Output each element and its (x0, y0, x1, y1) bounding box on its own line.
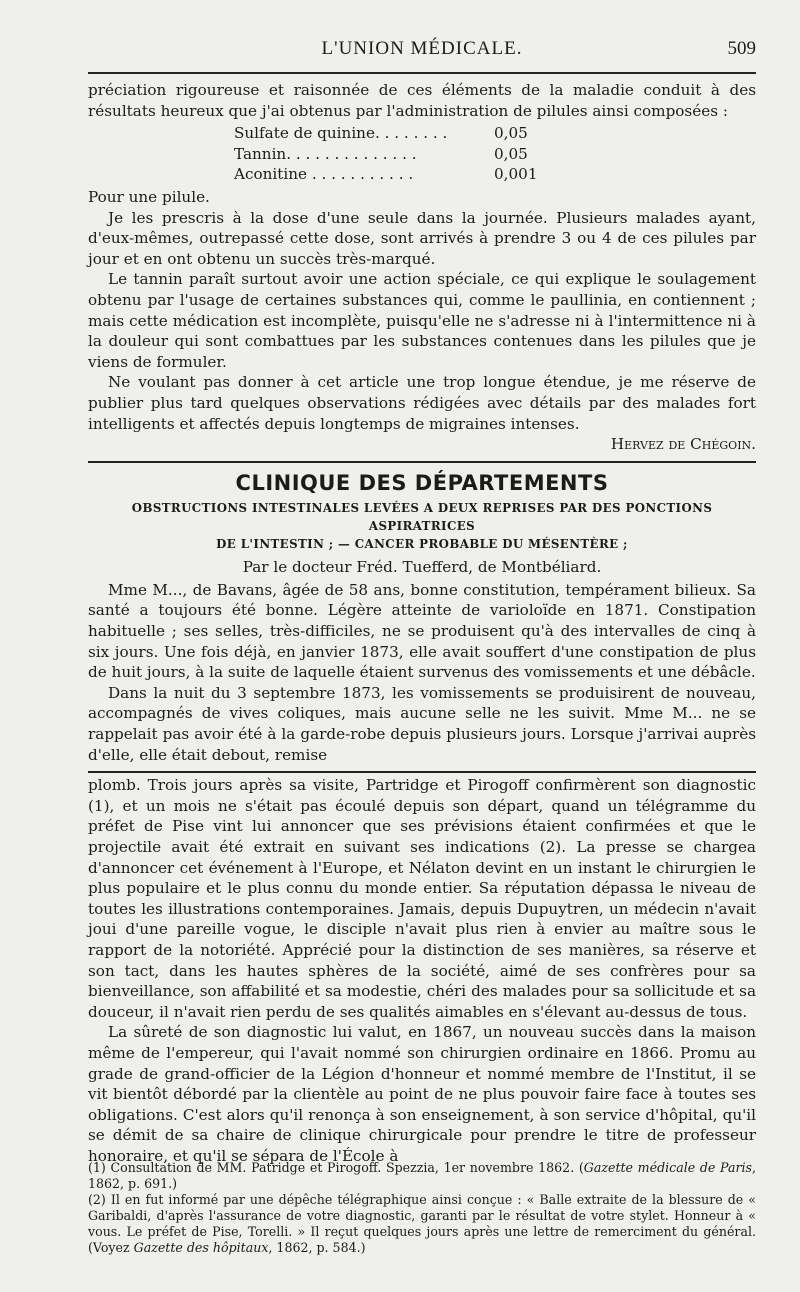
case-title-line: DE L'INTESTIN ; — CANCER PROBABLE DU MÉSENTÈRE ; (216, 537, 628, 552)
author-signature: Hervez de Chégoin. (610, 435, 756, 454)
page-number: 509 (727, 38, 756, 59)
footnote-2 (88, 1192, 756, 1256)
dose: 0,05 (494, 124, 528, 143)
main-column (88, 80, 756, 1167)
section-title: CLINIQUE DES DÉPARTEMENTS (235, 470, 609, 495)
case-title (88, 499, 756, 553)
paragraph: Dans la nuit du 3 septembre 1873, les vomissements se produisirent de nouveau, accompagnés de vives coliques, mais aucune selle ne les suivit. Mme M... ne se rappelait pas avoir été à la garde-robe depuis plusieurs jours. Lorsque j'arrivai auprès d'elle, elle était debout, remise (88, 683, 756, 764)
pill-formula (234, 123, 756, 185)
paragraph: plomb. Trois jours après sa visite, Partridge et Pirogoff confirmèrent son diagnostic (1), et un mois ne s'était pas écoulé depuis son départ, quand un télégramme du préfet de Pise vint lui annoncer que ses prévisions étaient confirmées et que le projectile avait été extrait en suivant ses indications (2). La presse se chargea d'annoncer cet événement à l'Europe, et Nélaton devint en un instant le chirurgien le plus populaire et le plus connu du monde entier. Sa réputation dépassa le niveau de toutes les illustrations contemporaines. Jamais, depuis Dupuytren, un médecin n'avait joui d'une pareille vogue, le disciple n'avait plus rien à envier au maître sous le rapport de la notoriété. Apprécié pour la distinction de ses manières, sa réserve et son tact, dans les hautes sphères de la société, aimé de ses confrères pour sa bienveillance, son affabilité et sa modestie, chéri des malades pour sa sollicitude et sa douceur, il n'avait rien perdu de ses qualités aimables en s'élevant au-dessus de tous. (88, 776, 756, 1021)
feuilleton-rule (88, 771, 756, 773)
ingredient: Sulfate de quinine. . . . . . . . (234, 124, 448, 143)
journal-title: L'UNION MÉDICALE. (321, 38, 523, 59)
formula-row (234, 164, 554, 185)
paragraph: Mme M..., de Bavans, âgée de 58 ans, bonne constitution, tempérament bilieux. Sa santé a toujours été bonne. Légère atteinte de varioloïde en 1871. Constipation habituelle ; ses selles, très-difficiles, ne se produisent qu'à des intervalles de cinq à six jours. Une fois déjà, en janvier 1873, elle avait souffert d'une constipation de plus de huit jours, à la suite de laquelle étaient survenus des vomissements et une débâcle. (88, 580, 756, 682)
footnote-text: (2) Il en fut informé par une dépêche télégraphique ainsi conçue : « Balle extraite de la blessure de « Garibaldi, d'après l'assurance de votre diagnostic, garanti par le résultat de votre stylet. Honneur à « vous. Le préfet de Pise, Torelli. » Il reçut quelques jours après une lettre de remerciment du général. (Voyez (88, 1192, 756, 1255)
dose: 0,001 (494, 165, 538, 184)
section-rule (88, 461, 756, 463)
ingredient: Aconitine . . . . . . . . . . . (234, 165, 414, 184)
footnote-text: , 1862, p. 584.) (268, 1240, 366, 1255)
case-author: Par le docteur Fréd. Tuefferd, de Montbéliard. (242, 558, 602, 577)
running-head (88, 38, 756, 66)
formula-row (234, 144, 554, 165)
footnote-1 (88, 1160, 756, 1192)
paragraph: Ne voulant pas donner à cet article une trop longue étendue, je me réserve de publier plus tard quelques observations rédigées avec détails par des malades fort intelligents et affectés depuis longtemps de migraines intenses. (88, 373, 756, 433)
footnote-source: Gazette médicale de Paris (583, 1160, 752, 1175)
footnotes (88, 1160, 756, 1256)
case-title-line: OBSTRUCTIONS INTESTINALES LEVÉES A DEUX REPRISES PAR DES PONCTIONS ASPIRATRICES (131, 501, 713, 534)
footnote-text: , 1862, p. 691.) (88, 1160, 756, 1191)
header-rule (88, 72, 756, 74)
paragraph: Le tannin paraît surtout avoir une action spéciale, ce qui explique le soulagement obtenu par l'usage de certaines substances qui, comme le paullinia, en contiennent ; mais cette médication est incomplète, puisqu'elle ne s'adresse ni à l'intermittence ni à la douleur qui sont combattues par les substances contenues dans les pilules que je viens de formuler. (88, 270, 756, 371)
paragraph: préciation rigoureuse et raisonnée de ces éléments de la maladie conduit à des résultats heureux que j'ai obtenus par l'administration de pilules ainsi composées : (88, 81, 756, 120)
footnote-text: (1) Consultation de MM. Patridge et Pirogoff. Spezzia, 1er novembre 1862. ( (88, 1160, 584, 1175)
formula-row (234, 123, 554, 144)
paragraph: La sûreté de son diagnostic lui valut, en 1867, un nouveau succès dans la maison même de l'empereur, qui l'avait nommé son chirurgien ordinaire en 1866. Promu au grade de grand-officier de la Légion d'honneur et nommé membre de l'Institut, il se vit bientôt débordé par la clientèle au point de ne plus pouvoir faire face à toutes ses obligations. C'est alors qu'il renonça à son enseignement, à son service d'hôpital, qu'il se démit de sa chaire de clinique chirurgicale pour prendre le titre de professeur honoraire, et qu'il se sépara de l'École à (88, 1023, 756, 1165)
dose: 0,05 (494, 144, 528, 163)
footnote-source: Gazette des hôpitaux (133, 1240, 269, 1255)
formula-note: Pour une pilule. (88, 187, 210, 206)
ingredient: Tannin. . . . . . . . . . . . . . (234, 144, 417, 163)
paragraph: Je les prescris à la dose d'une seule dans la journée. Plusieurs malades ayant, d'eux-mêmes, outrepassé cette dose, sont arrivés à prendre 3 ou 4 de ces pilules par jour et en ont obtenu un succès très-marqué. (88, 208, 756, 268)
